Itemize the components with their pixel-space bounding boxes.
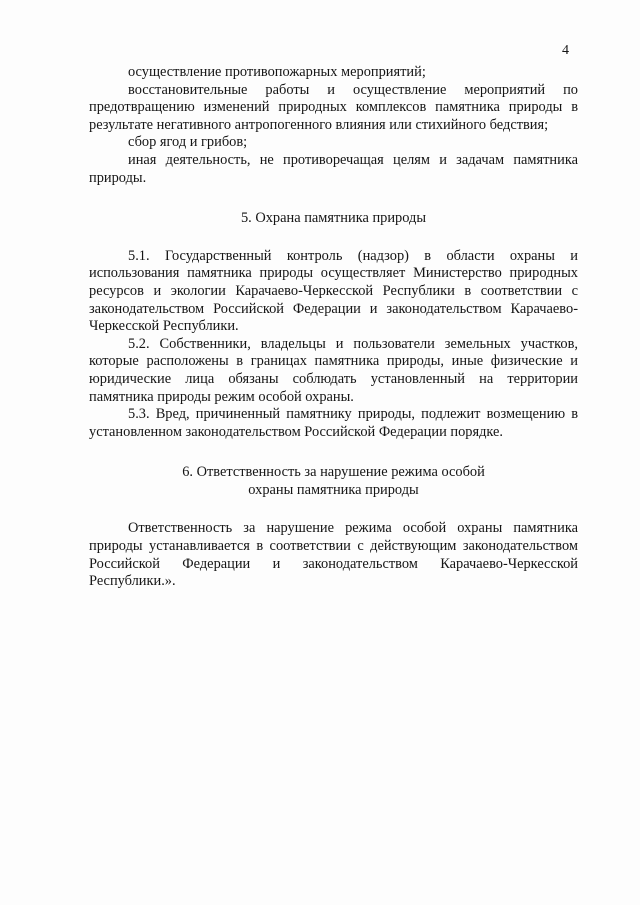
- section-5-paragraph-2: 5.2. Собственники, владельцы и пользователи земельных участков, которые расположены в границах памятника природы, иные физические и юридические лица обязаны соблюдать установленный на территории памятника природы режим особой охраны.: [89, 335, 578, 405]
- section-6-paragraph-1: Ответственность за нарушение режима особой охраны памятника природы устанавливается в соответствии с действующим законодательством Российской Федерации и законодательством Карачаево-Черкесской Республики.».: [89, 520, 578, 590]
- section-5-paragraph-1: 5.1. Государственный контроль (надзор) в области охраны и использования памятника природы осуществляет Министерство природных ресурсов и экологии Карачаево-Черкесской Республики в соответствии с законодательством Российской Федерации и законодательством Карачаево-Черкесской Республики.: [89, 247, 578, 335]
- section-5-paragraph-3: 5.3. Вред, причиненный памятнику природы, подлежит возмещению в установленном законодательством Российской Федерации порядке.: [89, 406, 578, 440]
- section-5-heading: 5. Охрана памятника природы: [240, 210, 427, 227]
- document-body: [89, 64, 578, 591]
- section-6-heading-line-2: охраны памятника природы: [248, 481, 419, 498]
- list-item-berries-mushrooms: сбор ягод и грибов;: [128, 134, 248, 151]
- section-6-heading-line-1: 6. Ответственность за нарушение режима особой: [182, 464, 485, 481]
- list-item-fire-prevention: осуществление противопожарных мероприятий;: [128, 64, 426, 80]
- list-item-other-activity: иная деятельность, не противоречащая целям и задачам памятника природы.: [89, 151, 578, 186]
- list-item-restoration-works: восстановительные работы и осуществление мероприятий по предотвращению изменений природных комплексов памятника природы в результате негативного антропогенного влияния или стихийного бедствия;: [89, 81, 578, 133]
- page-number: 4: [562, 43, 569, 58]
